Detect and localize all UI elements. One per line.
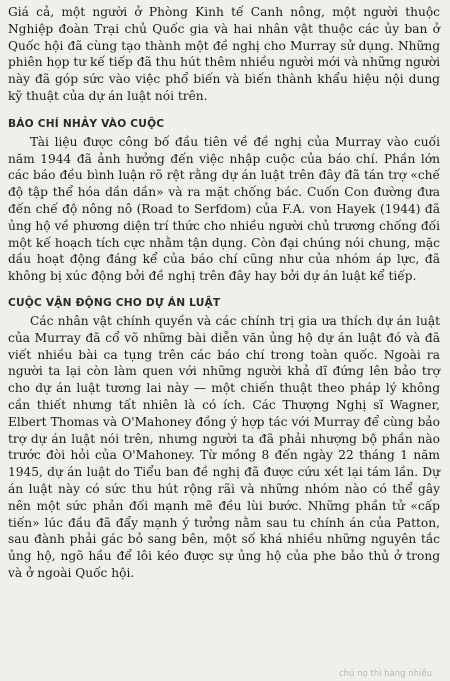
campaign-paragraph: Các nhân vật chính quyền và các chính trị gia ưa thích dự án luật của Murray đã cổ võ những bài diễn văn ủng hộ dự án luật đó và đã viết nhiều bài ca tụng trên các báo chí trong toàn quốc. Ngoài ra người ta lại còn làm quen với những người khả dĩ đứng lên bảo trợ cho dự án luật tương lai này — một chiến thuật theo pháp lý không cần thiết nhưng tất nhiên là có ích. Các Thượng Nghị sĩ Wagner, Elbert Thomas và O'Mahoney đồng ý hợp tác với Murray để cùng bảo trợ dự án luật nói trên, nhưng người ta đã phải nhượng bộ phần nào trước đòi hỏi của O'Mahoney. Từ mồng 8 đến ngày 22 tháng 1 năm 1945, dự án luật do Tiểu ban đề nghị đã được cứu xét lại tám lần. Dự án luật này có sức thu hút rộng rãi và những nhóm nào có thể gây nên một sức phản đối mạnh mẽ đều lùi bước. Những phần tử «cấp tiến» lúc đầu đã đẩy mạnh ý tưởng nằm sau tu chính án của Patton, sau đành phải gác bỏ sang bên, một số khá nhiều những nguyên tắc ủng hộ, ngõ hầu để lôi kéo được sự ủng hộ của phe bảo thủ ở trong và ở ngoài Quốc hội. (8, 313, 440, 580)
heading-press: BÁO CHÍ NHẢY VÀO CUỘC (8, 117, 165, 130)
press-paragraph: Tài liệu được công bố đầu tiên về đề nghị của Murray vào cuối năm 1944 đã ảnh hưởng đến việc nhập cuộc của báo chí. Phần lớn các báo đều bình luận rõ rệt rằng dự án luật trên đây đã tán trợ «chế độ tập thể hóa dần dần» và ra mặt chống bác. Cuốn Con đường đưa đến chế độ nông nô (Road to Serfdom) của F.A. von Hayek (1944) đã ủng hộ về phương diện trí thức cho nhiều người chủ trương chống đối một kế hoạch tích cực nhằm tận dụng. Còn đại chúng nói chung, mặc dầu hoạt động đáng kể của báo chí cũng như của nhóm áp lực, đã không bị xúc động bởi đề nghị trên đây hay bởi dự án luật kể tiếp. (8, 134, 440, 284)
intro-paragraph: Giá cả, một người ở Phòng Kinh tế Canh nông, một người thuộc Nghiệp đoàn Trại chủ Quốc gia và hai nhân vật thuộc các ủy ban ở Quốc hội đã cùng tạo thành một đề nghị cho Murray sử dụng. Những phiên họp tư kế tiếp đã thu hút thêm nhiều người mới và những người này đã góp sức vào việc phổ biến và biến thành khẩu hiệu nội dung kỹ thuật của dự án luật nói trên. (8, 5, 440, 103)
bleed-through-text: chủ nọ thì hàng nhiều (338, 669, 432, 679)
heading-campaign: CUỘC VẬN ĐỘNG CHO DỰ ÁN LUẬT (8, 296, 221, 309)
